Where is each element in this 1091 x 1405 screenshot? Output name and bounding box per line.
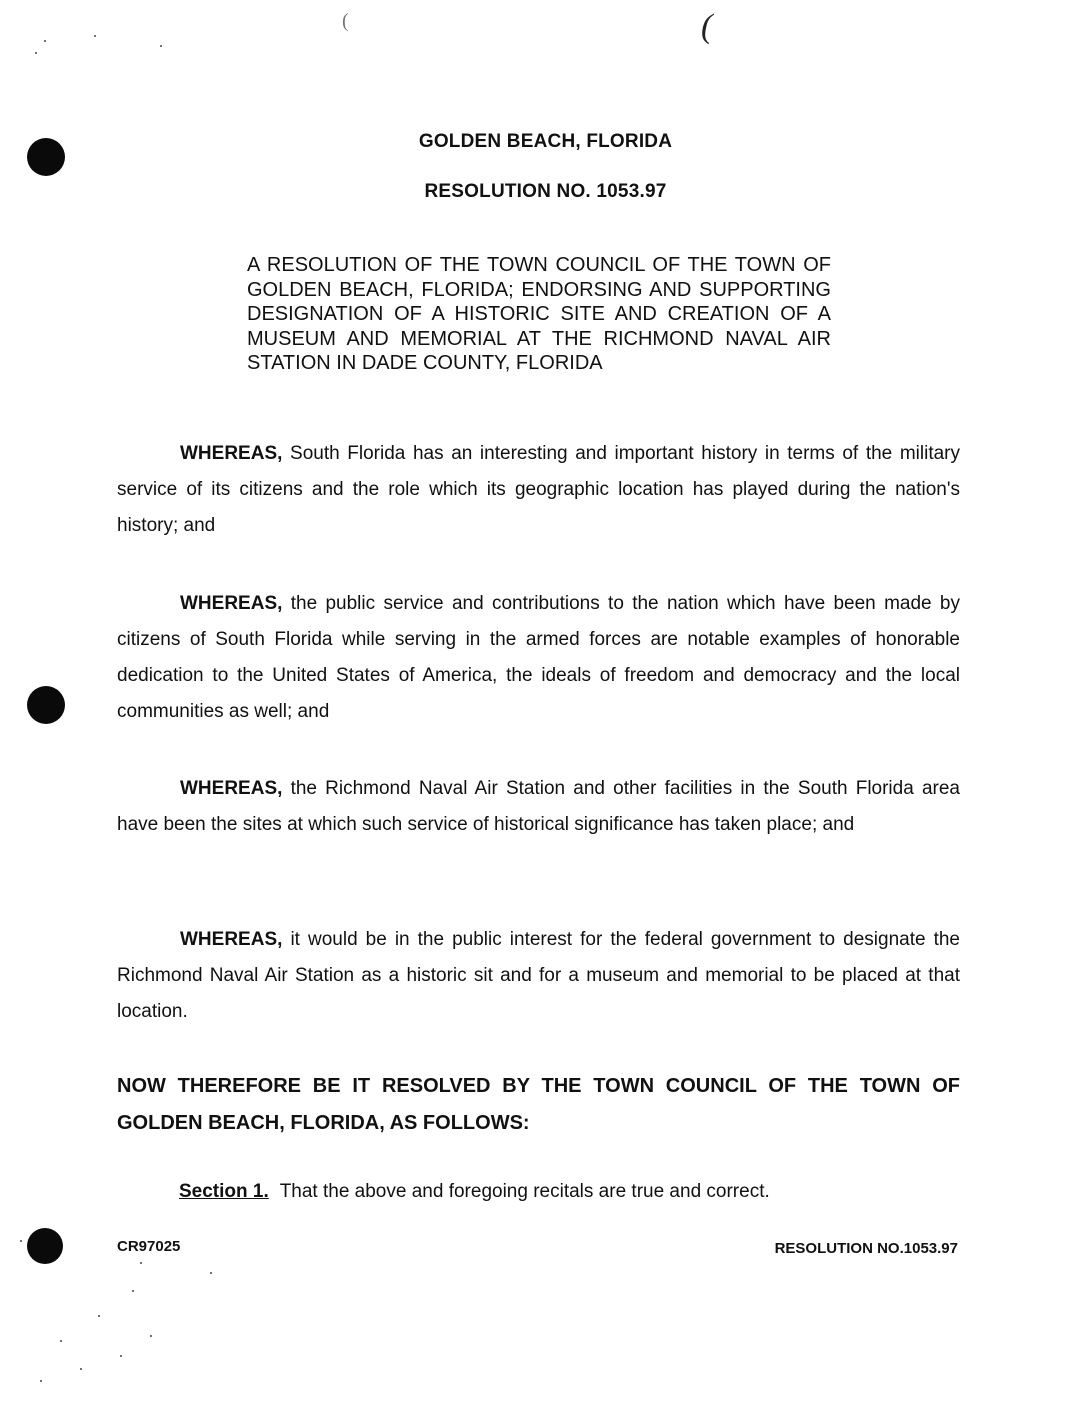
scan-speck [94,35,96,37]
scan-speck [140,1262,142,1264]
scan-speck [20,1240,22,1242]
recital-text: the public service and contributions to the nation which have been made by citizens of South Florida while serving in the armed forces are notable examples of honorable dedication to the United States of America, the ideals of freedom and democracy and the local communities as well; and [117,593,960,722]
punch-hole-middle [27,686,65,724]
section-1-label: Section 1. [179,1181,269,1202]
scan-speck [98,1315,100,1317]
scan-mark-paren-small: ( [342,10,349,32]
recital-lead: WHEREAS, [180,593,283,614]
recital-paragraph [117,586,960,730]
scan-speck [35,52,37,54]
resolution-number-heading: RESOLUTION NO. 1053.97 [424,181,667,202]
section-1-text: That the above and foregoing recitals are true and correct. [279,1181,770,1202]
document-title: GOLDEN BEACH, FLORIDA [418,131,673,152]
recital-lead: WHEREAS, [180,778,283,799]
scan-speck [210,1272,212,1274]
scan-speck [60,1340,62,1342]
resolved-clause: NOW THEREFORE BE IT RESOLVED BY THE TOWN COUNCIL OF THE TOWN OF GOLDEN BEACH, FLORIDA, AS FOLLOWS: [117,1075,960,1134]
scan-speck [132,1290,134,1292]
punch-hole-bottom [27,1228,63,1264]
scan-speck [80,1368,82,1370]
recital-text: the Richmond Naval Air Station and other facilities in the South Florida area have been the sites at which such service of historical significance has taken place; and [117,778,960,835]
recital-lead: WHEREAS, [180,443,283,464]
recital-paragraph [117,922,960,1030]
resolution-caption: A RESOLUTION OF THE TOWN COUNCIL OF THE TOWN OF GOLDEN BEACH, FLORIDA; ENDORSING AND SUPPORTING DESIGNATION OF A HISTORIC SITE AND CREATION OF A MUSEUM AND MEMORIAL AT THE RICHMOND NAVAL AIR STATION IN DADE COUNTY, FLORIDA [247,254,831,374]
scan-speck [44,40,46,42]
scan-speck [160,45,162,47]
scan-mark-paren-large: ( [701,8,713,45]
section-1 [179,1181,959,1203]
scan-speck [120,1355,122,1357]
recital-paragraph [117,771,960,843]
recital-text: it would be in the public interest for the federal government to designate the Richmond Naval Air Station as a historic sit and for a museum and memorial to be placed at that location. [117,929,961,1022]
recital-text: South Florida has an interesting and important history in terms of the military service of its citizens and the role which its geographic location has played during the nation's history; and [117,443,960,536]
recital-paragraph [117,436,960,544]
recital-lead: WHEREAS, [180,929,283,950]
footer-resolution-number: RESOLUTION NO.1053.97 [774,1240,958,1257]
scan-speck [150,1335,152,1337]
footer-document-code: CR97025 [117,1238,181,1255]
scan-speck [40,1380,42,1382]
